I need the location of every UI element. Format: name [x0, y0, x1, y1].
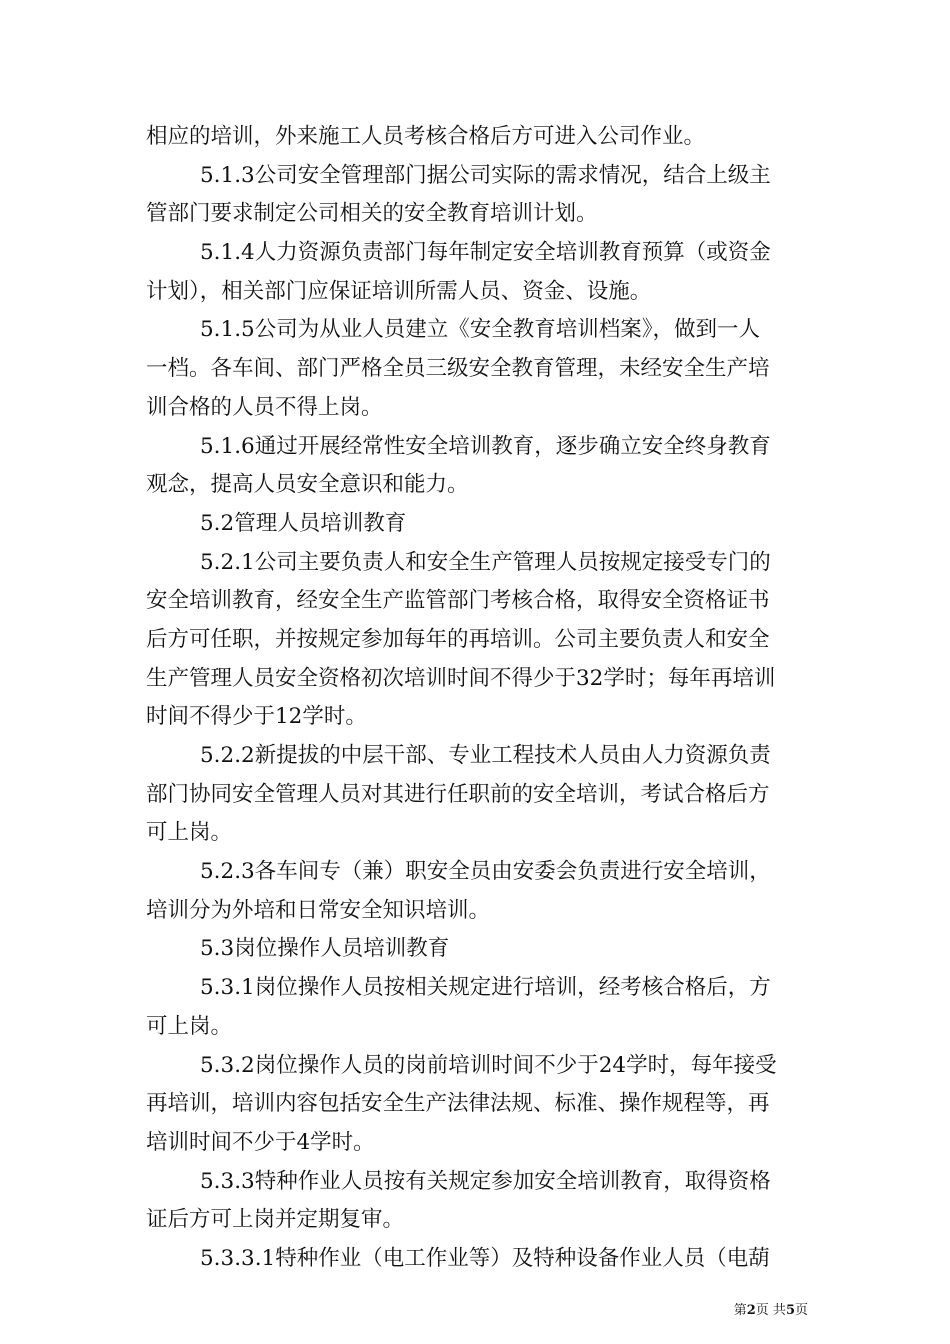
text-line: 证后方可上岗并定期复审。: [146, 1207, 405, 1233]
footer-suffix: 页: [794, 1303, 808, 1318]
text-line: 5.3.3特种作业人员按有关规定参加安全培训教育，取得资格: [200, 1168, 771, 1194]
document-body: [146, 118, 808, 1279]
text-line: 5.1.3公司安全管理部门据公司实际的需求情况，结合上级主: [200, 162, 771, 188]
text-line: 5.1.6通过开展经常性安全培训教育，逐步确立安全终身教育: [200, 433, 771, 459]
text-line: 5.1.4人力资源负责部门每年制定安全培训教育预算（或资金: [200, 240, 771, 266]
text-line: 培训时间不少于4学时。: [146, 1129, 375, 1155]
text-line: 后方可任职，并按规定参加每年的再培训。公司主要负责人和安全: [146, 626, 770, 652]
text-line: 部门协同安全管理人员对其进行任职前的安全培训，考试合格后方: [146, 781, 770, 807]
text-line: 5.2.2新提拔的中层干部、专业工程技术人员由人力资源负责: [200, 743, 771, 768]
text-line: 管部门要求制定公司相关的安全教育培训计划。: [146, 201, 598, 227]
text-line: 可上岗。: [146, 820, 233, 846]
text-line: 5.2.3各车间专（兼）职安全员由安委会负责进行安全培训，: [200, 859, 771, 885]
footer-middle: 页 共: [755, 1303, 786, 1318]
text-line: 一档。各车间、部门严格全员三级安全教育管理，未经安全生产培: [146, 356, 770, 382]
text-line: 5.3.1岗位操作人员按相关规定进行培训，经考核合格后，方: [200, 975, 771, 1001]
footer-prefix: 第: [733, 1303, 747, 1318]
text-line: 生产管理人员安全资格初次培训时间不得少于32学时；每年再培训: [146, 665, 776, 691]
page-footer: [700, 1303, 808, 1319]
text-line: 5.3.2岗位操作人员的岗前培训时间不少于24学时，每年接受: [200, 1052, 777, 1078]
text-line: 5.3.3.1特种作业（电工作业等）及特种设备作业人员（电葫: [200, 1245, 770, 1271]
text-line: 5.2管理人员培训教育: [200, 510, 407, 536]
text-line: 培训分为外培和日常安全知识培训。: [146, 897, 491, 923]
total-pages-number: 5: [785, 1303, 795, 1318]
text-line: 计划），相关部门应保证培训所需人员、资金、设施。: [146, 278, 652, 304]
text-line: 观念，提高人员安全意识和能力。: [146, 472, 469, 498]
text-line: 5.2.1公司主要负责人和安全生产管理人员按规定接受专门的: [200, 549, 771, 575]
text-line: 再培训，培训内容包括安全生产法律法规、标准、操作规程等，再: [146, 1091, 770, 1117]
text-line: 5.3岗位操作人员培训教育: [200, 936, 450, 962]
text-line: 可上岗。: [146, 1013, 233, 1039]
text-line: 相应的培训，外来施工人员考核合格后方可进入公司作业。: [146, 124, 706, 149]
text-line: 安全培训教育，经安全生产监管部门考核合格，取得安全资格证书: [146, 588, 770, 614]
current-page-number: 2: [746, 1303, 756, 1318]
text-line: 训合格的人员不得上岗。: [146, 394, 383, 420]
text-line: 5.1.5公司为从业人员建立《安全教育培训档案》，做到一人: [200, 317, 760, 343]
text-line: 时间不得少于12学时。: [146, 704, 367, 730]
